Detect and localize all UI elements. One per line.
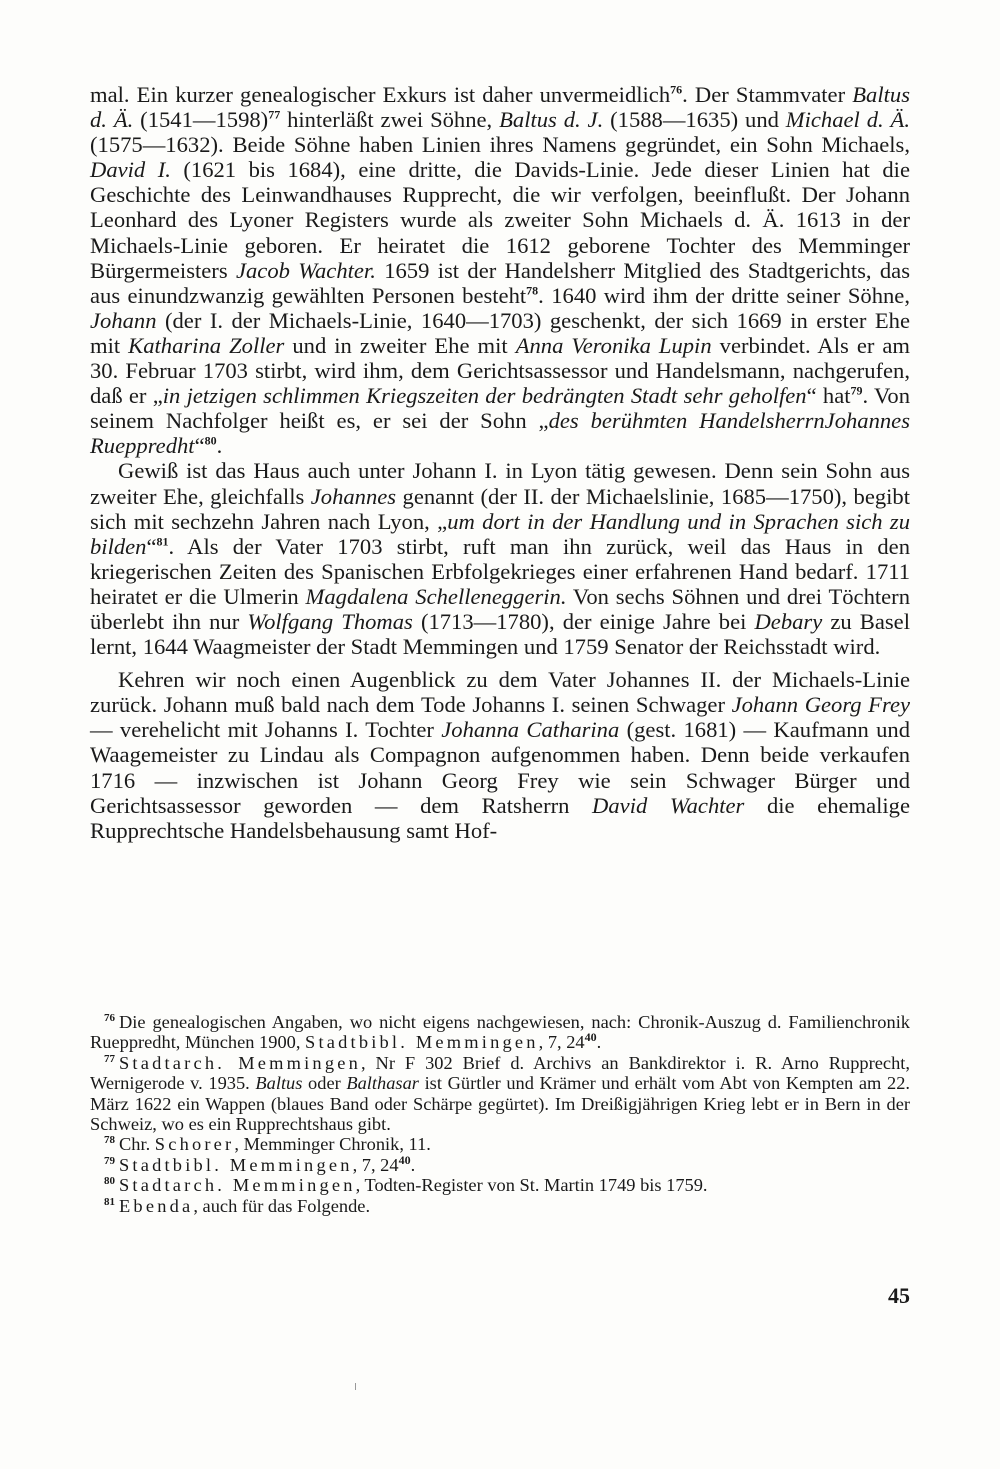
text-run: “	[194, 433, 205, 459]
main-text	[90, 82, 910, 843]
text-run: .	[596, 1032, 602, 1053]
spaced-text: Stadtbibl. Memmingen	[119, 1154, 353, 1175]
italic-text: Baltus d. J.	[499, 107, 604, 133]
text-run: — verehelicht mit Johanns I. Tochter	[90, 717, 442, 743]
text-run: (der I. der Michaels-Linie, 1640—1703) geschenkt, der sich 1669 in erster Ehe mit	[90, 307, 910, 358]
scan-mark	[355, 1383, 356, 1390]
text-run: 1659 ist der Handelsherr Mitglied des Stadtgerichts, das aus einundzwanzig gewählten Personen besteht	[90, 257, 910, 308]
text-run: “ hat	[806, 383, 851, 409]
italic-text: David I.	[90, 157, 171, 183]
footnote	[90, 1053, 910, 1135]
italic-text: Magdalena Schelleneggerin.	[305, 583, 567, 609]
text-run: , 7, 24	[538, 1032, 585, 1053]
text-run: (1621 bis 1684), eine dritte, die Davids-Linie. Jede dieser Linien hat die Geschichte des Leinwandhauses Rupprecht, die wir verfolgen, beeinflußt. Der Johann Leonhard des Lyoner Registers wurde als zweiter Sohn Michaels d. Ä. 1613 in der Michaels-Linie geboren. Er heiratet die 1612 geborene Tochter des Memminger Bürgermeisters	[90, 157, 910, 283]
text-run: zu Basel lernt, 1644 Waagmeister der Stadt Memmingen und 1759 Senator der Reichsstadt wird.	[90, 608, 910, 660]
footnote-number: 80	[104, 1175, 115, 1188]
footnote-reference: 80	[204, 433, 217, 448]
text-run: (1588—1635) und	[603, 107, 786, 133]
italic-text: Johanna Catharina	[441, 717, 620, 743]
text-run: , Nr F 302 Brief d. Archivs an Bankdirektor i. R. Arno Rupprecht, Wernigerode v. 1935.	[90, 1052, 910, 1094]
text-run: , 7, 24	[352, 1154, 399, 1175]
text-run: und in zweiter Ehe mit	[284, 332, 516, 358]
text-run: die ehemalige Rupprechtsche Handelsbehausung samt Hof-	[90, 792, 910, 843]
footnotes	[90, 1012, 910, 1216]
italic-text: des berühmten HandelsherrnJohannes Rueppredht	[90, 408, 911, 459]
text-run: . Von seinem Nachfolger heißt es, er sei der Sohn „	[90, 383, 911, 434]
text-run: (1541—1598)	[133, 107, 269, 133]
italic-text: Baltus	[255, 1073, 303, 1094]
footnote-number: 77	[104, 1052, 115, 1065]
text-run: Chr.	[119, 1134, 155, 1155]
spaced-text: Ebenda	[119, 1195, 194, 1216]
italic-text: Debary	[754, 608, 823, 634]
text-run: ist Gürtler und Krämer und erhält vom Abt von Kempten am 22. März 1622 ein Wappen (blaues Band oder Schärpe gegürtet). Im Dreißigjährigen Krieg lebt er in Bern in der Schweiz, wo es ein Rupprechtshaus gibt.	[90, 1073, 910, 1135]
text-run: Die genealogischen Angaben, wo nicht eigens nachgewiesen, nach: Chronik-Auszug d. Familienchronik Rueppredht, München 1900,	[90, 1012, 910, 1053]
footnote	[90, 1152, 910, 1175]
footnote-number: 76	[104, 1011, 115, 1024]
spaced-text: Stadtbibl. Memmingen	[305, 1032, 539, 1053]
footnote	[90, 1134, 910, 1154]
footnote-reference: 81	[156, 534, 169, 549]
text-run: (1575—1632). Beide Söhne haben Linien ihres Namens gegründet, ein Sohn Michaels,	[90, 132, 910, 158]
italic-text: Balthasar	[346, 1073, 419, 1094]
paragraph	[90, 458, 910, 659]
italic-text: Wolfgang Thomas	[247, 608, 413, 634]
page-number: 45	[888, 1283, 910, 1308]
italic-text: um dort in der Handlung und in Sprachen sich zu bilden	[90, 508, 910, 559]
footnote-number: 81	[104, 1195, 115, 1208]
text-run: mal. Ein kurzer genealogischer Exkurs ist daher unvermeidlich	[90, 82, 671, 107]
text-run: (gest. 1681) — Kaufmann und Waagemeister zu Lindau als Compagnon aufgenommen haben. Denn beide verkaufen 1716 — inzwischen ist Johann Georg Frey wie sein Schwager Bürger und Gerichtsassessor geworden — dem Ratsherrn	[90, 717, 911, 818]
spaced-text: Stadtarch. Memmingen	[119, 1052, 361, 1073]
text-run: .	[410, 1154, 416, 1175]
text-run: , auch für das Folgende.	[193, 1195, 371, 1216]
text-run: Kehren wir noch einen Augenblick zu dem Vater Johannes II. der Michaels-Linie zurück. Johann muß bald nach dem Tode Johanns I. seinen Schwager	[90, 667, 910, 718]
text-run: Von sechs Söhnen und drei Töchtern überlebt ihn nur	[90, 583, 910, 634]
text-run: . 1640 wird ihm der dritte seiner Söhne,	[538, 282, 910, 308]
text-run: Gewiß ist das Haus auch unter Johann I. in Lyon tätig gewesen. Denn sein Sohn aus zweiter Ehe, gleichfalls	[90, 458, 910, 509]
text-run: oder	[302, 1073, 347, 1094]
text-run: (1713—1780), der einige Jahre bei	[412, 608, 755, 634]
paragraph	[90, 667, 910, 843]
text-run: “	[146, 533, 157, 559]
italic-text: Johann	[90, 307, 157, 333]
text-run: genannt (der II. der Michaelslinie, 1685—1750), begibt sich mit sechzehn Jahren nach Lyon, „	[90, 483, 910, 534]
footnote-number: 78	[104, 1134, 115, 1147]
footnote	[90, 1196, 910, 1216]
italic-text: Johannes	[310, 483, 397, 509]
footnote	[90, 1175, 910, 1195]
italic-text: Anna Veronika Lupin	[515, 332, 712, 358]
footnote-reference: 40	[584, 1030, 597, 1045]
italic-text: Baltus d. Ä.	[90, 82, 910, 133]
footnote-number: 79	[104, 1154, 115, 1167]
italic-text: David Wachter	[592, 792, 745, 818]
footnote-reference: 40	[398, 1152, 411, 1167]
footnote-reference: 79	[850, 383, 863, 398]
paragraph	[90, 82, 910, 458]
footnote-reference: 78	[526, 283, 539, 298]
footnote	[90, 1012, 910, 1053]
italic-text: Jacob Wachter.	[235, 257, 376, 283]
text-run: verbindet. Als er am 30. Februar 1703 stirbt, wird ihm, dem Gerichtsassessor und Handelsmann, nachgerufen, daß er „	[90, 332, 911, 409]
italic-text: in jetzigen schlimmen Kriegszeiten der bedrängten Stadt sehr geholfen	[162, 383, 807, 409]
italic-text: Katharina Zoller	[128, 332, 285, 358]
text-run: . Als der Vater 1703 stirbt, ruft man ihn zurück, weil das Haus in den kriegerischen Zeiten des Spanischen Erbfolgekrieges einer erfahrenen Hand bedarf. 1711 heiratet er die Ulmerin	[90, 533, 910, 609]
italic-text: Michael d. Ä.	[785, 107, 910, 133]
footnote-reference: 77	[268, 107, 281, 122]
text-run: . Der Stammvater	[682, 82, 853, 107]
spaced-text: Schorer	[154, 1134, 235, 1155]
italic-text: Johann Georg Frey	[731, 692, 910, 718]
text-run: , Memminger Chronik, 11.	[234, 1134, 431, 1155]
text-run: , Todten-Register von St. Martin 1749 bis 1759.	[355, 1175, 708, 1196]
text-run: hinterläßt zwei Söhne,	[280, 107, 500, 133]
spaced-text: Stadtarch. Memmingen	[119, 1175, 356, 1196]
text-run: .	[216, 433, 223, 459]
footnote-reference: 76	[670, 82, 683, 97]
